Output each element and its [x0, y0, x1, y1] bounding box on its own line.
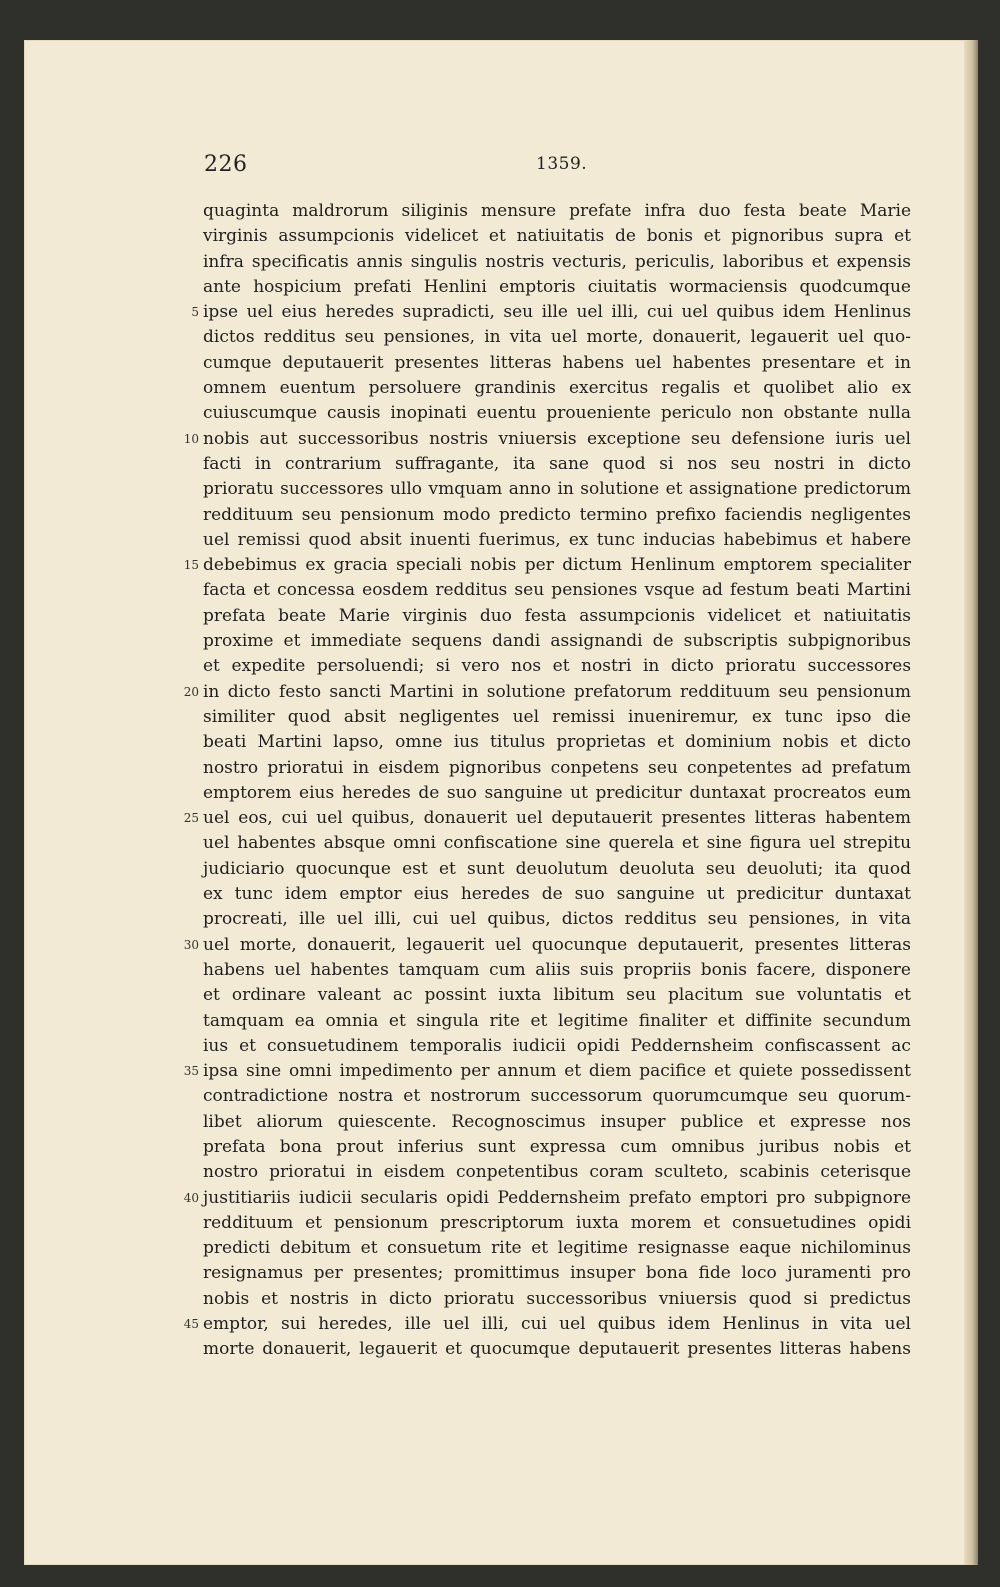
running-year: 1359. — [536, 154, 588, 174]
line-text: uel morte, donauerit, legauerit uel quocunque deputauerit, presentes litteras — [203, 934, 911, 955]
text-line — [203, 831, 911, 856]
line-text: infra specificatis annis singulis nostris vecturis, periculis, laboribus et expensis — [203, 251, 912, 272]
line-text: virginis assumpcionis videlicet et natiuitatis de bonis et pignoribus supra et — [203, 226, 912, 247]
line-text: in dicto festo sancti Martini in solutione prefatorum reddituum seu pensionum — [203, 681, 911, 702]
text-line — [183, 806, 911, 831]
text-line — [203, 629, 911, 654]
text-line — [203, 1211, 911, 1236]
text-line — [203, 376, 911, 401]
line-text: cumque deputauerit presentes litteras habens uel habentes presentare et in — [203, 352, 912, 373]
line-text: proxime et immediate sequens dandi assignandi de subscriptis subpignoribus — [203, 631, 911, 652]
line-text: habens uel habentes tamquam cum aliis suis propriis bonis facere, disponere — [203, 959, 911, 980]
line-text: justitiariis iudicii secularis opidi Peddernsheim prefato emptori pro subpignore — [203, 1187, 912, 1208]
line-text: contradictione nostra et nostrorum successorum quorumcumque seu quorum- — [203, 1086, 911, 1107]
line-number: 15 — [183, 558, 199, 573]
line-text: nobis et nostris in dicto prioratu successoribus vniuersis quod si predictus — [203, 1288, 912, 1309]
text-line — [203, 1084, 911, 1109]
line-text: omnem euentum persoluere grandinis exercitus regalis et quolibet alio ex — [203, 378, 912, 399]
line-text: emptor, sui heredes, ille uel illi, cui uel quibus idem Henlinus in vita uel — [203, 1314, 911, 1335]
line-text: prefata bona prout inferius sunt expressa cum omnibus juribus nobis et — [203, 1136, 911, 1157]
text-line — [203, 1337, 911, 1362]
text-line — [203, 1261, 911, 1286]
text-line — [203, 401, 911, 426]
line-text: cuiuscumque causis inopinati euentu proueniente periculo non obstante nulla — [203, 403, 911, 424]
line-text: reddituum et pensionum prescriptorum iuxta morem et consuetudines opidi — [203, 1212, 912, 1233]
text-line — [203, 857, 911, 882]
text-line — [203, 882, 911, 907]
text-line — [203, 1135, 911, 1160]
text-line — [203, 199, 911, 224]
text-line — [203, 477, 911, 502]
text-line — [183, 1186, 912, 1211]
line-text: facta et concessa eosdem redditus seu pensiones vsque ad festum beati Martini — [203, 580, 911, 601]
line-text: nostro prioratui in eisdem pignoribus conpetens seu conpetentes ad prefatum — [203, 757, 912, 778]
line-number: 45 — [183, 1317, 199, 1332]
text-line — [203, 654, 911, 679]
line-text: et ordinare valeant ac possint iuxta libitum seu placitum sue voluntatis et — [203, 985, 911, 1006]
text-line — [203, 1110, 911, 1135]
line-text: prefata beate Marie virginis duo festa assumpcionis videlicet et natiuitatis — [203, 605, 911, 626]
text-line — [203, 1160, 911, 1185]
line-text: ipse uel eius heredes supradicti, seu ille uel illi, cui uel quibus idem Henlinus — [203, 302, 912, 323]
line-text: morte donauerit, legauerit et quocumque deputauerit presentes litteras habens — [203, 1339, 911, 1360]
text-line — [191, 300, 912, 325]
line-text: nostro prioratui in eisdem conpetentibus coram sculteto, scabinis ceterisque — [203, 1162, 912, 1183]
line-text: libet aliorum quiescente. Recognoscimus insuper publice et expresse nos — [203, 1111, 911, 1132]
text-line — [203, 1236, 911, 1261]
line-text: emptorem eius heredes de suo sanguine ut predicitur duntaxat procreatos eum — [203, 782, 911, 803]
text-line — [183, 427, 911, 452]
line-text: beati Martini lapso, omne ius titulus proprietas et dominium nobis et dicto — [203, 732, 911, 753]
line-number: 5 — [191, 305, 199, 320]
page-edge — [964, 40, 978, 1565]
line-number: 20 — [183, 684, 199, 699]
text-line — [203, 351, 911, 376]
text-line — [203, 604, 911, 629]
line-text: resignamus per presentes; promittimus insuper bona fide loco juramenti pro — [203, 1263, 911, 1284]
text-line — [203, 983, 911, 1008]
line-text: et expedite persoluendi; si vero nos et nostri in dicto prioratu successores — [203, 656, 912, 677]
text-line — [203, 250, 911, 275]
body-text — [183, 199, 912, 1363]
line-number: 10 — [183, 431, 199, 446]
text-line — [203, 781, 911, 806]
line-text: tamquam ea omnia et singula rite et legitime finaliter et diffinite secundum — [203, 1010, 911, 1031]
line-number: 25 — [183, 811, 199, 826]
text-line — [183, 933, 911, 958]
text-line — [203, 224, 911, 249]
text-line — [203, 1034, 911, 1059]
text-line — [203, 1287, 911, 1312]
line-text: similiter quod absit negligentes uel remissi inueniremur, ex tunc ipso die — [203, 706, 912, 727]
text-line — [203, 325, 911, 350]
line-text: judiciario quocunque est et sunt deuolutum deuoluta seu deuoluti; ita quod — [203, 858, 911, 879]
text-line — [203, 756, 911, 781]
line-text: uel eos, cui uel quibus, donauerit uel deputauerit presentes litteras habentem — [203, 808, 911, 829]
line-text: reddituum seu pensionum modo predicto termino prefixo faciendis negligentes — [203, 504, 912, 525]
line-text: ante hospicium prefati Henlini emptoris ciuitatis wormaciensis quodcumque — [203, 276, 911, 297]
text-line — [183, 1059, 911, 1084]
text-line — [203, 1009, 911, 1034]
line-text: quaginta maldrorum siliginis mensure prefate infra duo festa beate Marie — [203, 201, 912, 221]
line-text: ius et consuetudinem temporalis iudicii opidi Peddernsheim confiscassent ac — [203, 1035, 911, 1056]
line-number: 35 — [183, 1064, 199, 1079]
line-text: uel habentes absque omni confiscatione sine querela et sine figura uel strepitu — [203, 833, 912, 854]
text-line — [203, 705, 911, 730]
text-line — [183, 1312, 911, 1337]
line-text: nobis aut successoribus nostris vniuersis exceptione seu defensione iuris uel — [203, 428, 911, 449]
line-text: uel remissi quod absit inuenti fuerimus, ex tunc inducias habebimus et habere — [203, 529, 912, 550]
line-text: prioratu successores ullo vmquam anno in solutione et assignatione predictorum — [203, 479, 912, 500]
line-text: procreati, ille uel illi, cui uel quibus, dictos redditus seu pensiones, in vita — [203, 909, 911, 930]
text-line — [203, 452, 911, 477]
text-line — [203, 730, 911, 755]
text-line — [203, 275, 911, 300]
line-number: 30 — [183, 937, 199, 952]
line-text: dictos redditus seu pensiones, in vita uel morte, donauerit, legauerit uel quo- — [203, 327, 911, 348]
page-number: 226 — [204, 152, 248, 177]
line-text: ex tunc idem emptor eius heredes de suo sanguine ut predicitur duntaxat — [203, 884, 911, 905]
line-text: predicti debitum et consuetum rite et legitime resignasse eaque nichilominus — [203, 1238, 912, 1259]
text-line — [183, 553, 912, 578]
text-line — [203, 958, 911, 983]
text-line — [203, 503, 911, 528]
line-text: facti in contrarium suffragante, ita sane quod si nos seu nostri in dicto — [203, 453, 912, 474]
text-line — [203, 528, 911, 553]
line-text: ipsa sine omni impedimento per annum et diem pacifice et quiete possedissent — [203, 1061, 911, 1082]
line-text: debebimus ex gracia speciali nobis per dictum Henlinum emptorem specialiter — [203, 555, 912, 576]
text-line — [203, 907, 911, 932]
text-line — [183, 680, 911, 705]
line-number: 40 — [183, 1190, 199, 1205]
text-line — [203, 578, 911, 603]
page-header — [204, 152, 594, 182]
